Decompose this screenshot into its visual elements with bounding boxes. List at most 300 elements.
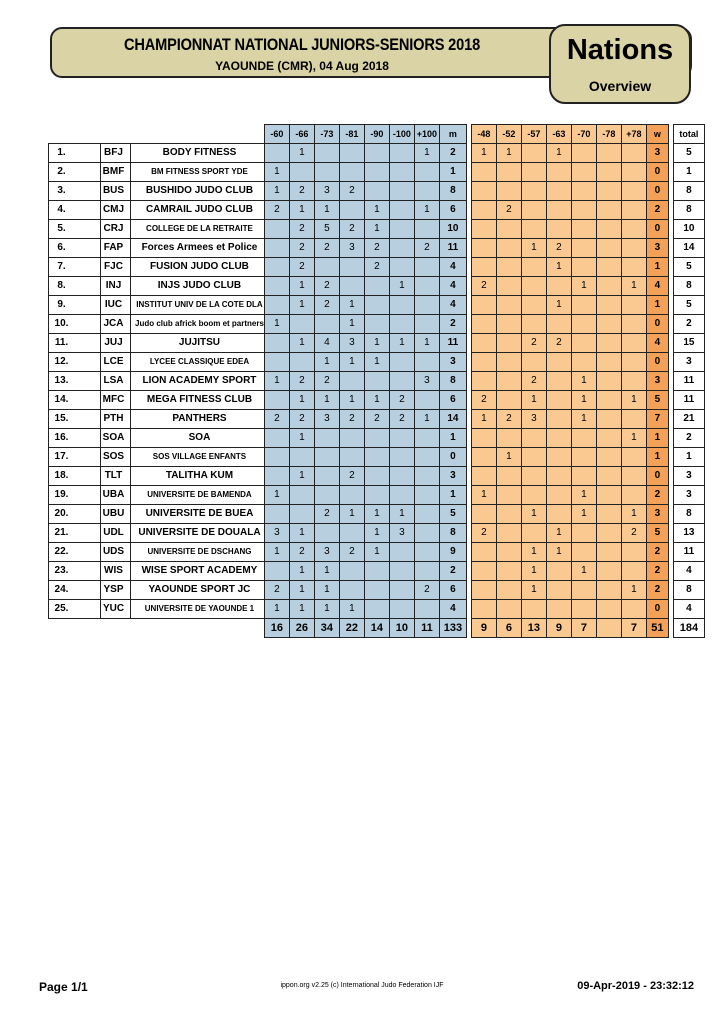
women-total-cell: 0 — [646, 220, 668, 239]
men-total-cell: 11 — [439, 239, 466, 258]
rank-cell: 8. — [49, 277, 101, 296]
table-row — [49, 600, 705, 619]
men-count-cell — [389, 353, 414, 372]
men-count-cell: 1 — [264, 163, 289, 182]
men-count-cell — [289, 486, 314, 505]
men-weight-header: +100 — [414, 125, 439, 144]
women-total-cell: 2 — [646, 581, 668, 600]
men-grand-total: 133 — [439, 619, 466, 638]
club-code-cell: PTH — [101, 410, 131, 429]
men-total-cell: 6 — [439, 581, 466, 600]
club-code-cell: JCA — [101, 315, 131, 334]
women-count-cell: 1 — [546, 258, 571, 277]
men-count-cell: 3 — [264, 524, 289, 543]
women-count-cell: 1 — [571, 486, 596, 505]
women-count-cell — [571, 182, 596, 201]
men-count-cell: 1 — [364, 505, 389, 524]
men-total-cell: 4 — [439, 600, 466, 619]
men-count-cell: 2 — [314, 277, 339, 296]
women-count-cell — [496, 600, 521, 619]
men-count-cell: 5 — [314, 220, 339, 239]
club-code-cell: CMJ — [101, 201, 131, 220]
men-count-cell: 1 — [314, 600, 339, 619]
women-count-cell — [546, 182, 571, 201]
club-name-cell: COLLEGE DE LA RETRAITE — [131, 220, 265, 239]
men-count-cell: 2 — [314, 505, 339, 524]
women-count-cell: 1 — [621, 391, 646, 410]
rank-cell: 1. — [49, 144, 101, 163]
women-count-cell — [596, 144, 621, 163]
women-count-cell — [546, 353, 571, 372]
women-count-cell — [496, 391, 521, 410]
men-count-cell: 3 — [314, 410, 339, 429]
women-count-cell — [521, 296, 546, 315]
men-total-cell: 4 — [439, 258, 466, 277]
women-total-cell: 0 — [646, 353, 668, 372]
men-count-cell — [414, 543, 439, 562]
men-count-cell: 1 — [289, 334, 314, 353]
women-count-cell — [521, 448, 546, 467]
men-count-cell: 4 — [314, 334, 339, 353]
women-count-cell — [546, 467, 571, 486]
men-count-cell: 2 — [289, 543, 314, 562]
women-count-cell: 2 — [471, 391, 496, 410]
women-count-cell — [621, 353, 646, 372]
women-column-total: 13 — [521, 619, 546, 638]
women-total-header: w — [646, 125, 668, 144]
women-count-cell — [496, 182, 521, 201]
men-count-cell — [389, 144, 414, 163]
women-count-cell — [621, 600, 646, 619]
men-count-cell: 1 — [339, 353, 364, 372]
men-count-cell — [314, 486, 339, 505]
men-count-cell: 1 — [314, 562, 339, 581]
rank-cell: 9. — [49, 296, 101, 315]
women-count-cell — [521, 524, 546, 543]
club-code-cell: LSA — [101, 372, 131, 391]
men-count-cell: 3 — [339, 239, 364, 258]
women-total-cell: 0 — [646, 600, 668, 619]
rank-cell: 3. — [49, 182, 101, 201]
men-count-cell — [414, 353, 439, 372]
table-row — [49, 486, 705, 505]
women-count-cell — [596, 296, 621, 315]
rank-cell: 2. — [49, 163, 101, 182]
women-count-cell — [621, 220, 646, 239]
table-row — [49, 277, 705, 296]
men-count-cell: 1 — [389, 277, 414, 296]
men-count-cell — [264, 562, 289, 581]
club-code-cell: BUS — [101, 182, 131, 201]
men-column-total: 22 — [339, 619, 364, 638]
club-name-cell: Judo club africk boom et partners — [131, 315, 265, 334]
men-count-cell: 1 — [414, 144, 439, 163]
men-count-cell — [264, 296, 289, 315]
men-count-cell: 1 — [264, 315, 289, 334]
women-count-cell — [546, 220, 571, 239]
table-row — [49, 163, 705, 182]
men-count-cell: 1 — [264, 372, 289, 391]
men-count-cell — [389, 258, 414, 277]
men-count-cell: 1 — [364, 201, 389, 220]
men-count-cell: 1 — [364, 524, 389, 543]
men-count-cell — [389, 315, 414, 334]
men-count-cell: 1 — [289, 144, 314, 163]
men-total-cell: 2 — [439, 315, 466, 334]
women-count-cell — [571, 467, 596, 486]
men-count-cell — [389, 486, 414, 505]
header-spacer — [131, 125, 265, 144]
nations-table — [48, 124, 705, 638]
women-weight-header: +78 — [621, 125, 646, 144]
men-column-total: 14 — [364, 619, 389, 638]
page-title: CHAMPIONNAT NATIONAL JUNIORS-SENIORS 2018 — [123, 35, 481, 54]
rank-cell: 11. — [49, 334, 101, 353]
men-count-cell: 2 — [289, 182, 314, 201]
men-count-cell — [414, 296, 439, 315]
table-row — [49, 467, 705, 486]
club-code-cell: FJC — [101, 258, 131, 277]
men-count-cell — [389, 296, 414, 315]
men-count-cell: 2 — [414, 239, 439, 258]
club-name-cell: BUSHIDO JUDO CLUB — [131, 182, 265, 201]
women-count-cell — [546, 600, 571, 619]
men-count-cell — [264, 505, 289, 524]
men-count-cell: 2 — [289, 220, 314, 239]
men-total-cell: 8 — [439, 372, 466, 391]
women-count-cell — [571, 144, 596, 163]
page-number: Page 1/1 — [39, 980, 88, 994]
table-row — [49, 296, 705, 315]
women-count-cell — [596, 410, 621, 429]
women-total-cell: 1 — [646, 258, 668, 277]
women-count-cell — [596, 448, 621, 467]
men-count-cell: 2 — [264, 201, 289, 220]
club-name-cell: UNIVERSITE DE BAMENDA — [131, 486, 265, 505]
women-count-cell — [521, 277, 546, 296]
table-row — [49, 144, 705, 163]
women-count-cell — [546, 201, 571, 220]
men-count-cell: 2 — [339, 182, 364, 201]
women-count-cell: 1 — [521, 505, 546, 524]
women-count-cell: 1 — [546, 524, 571, 543]
women-count-cell — [496, 277, 521, 296]
men-count-cell: 2 — [364, 258, 389, 277]
women-count-cell — [571, 524, 596, 543]
club-name-cell: INJS JUDO CLUB — [131, 277, 265, 296]
women-count-cell: 2 — [546, 239, 571, 258]
women-column-total: 9 — [471, 619, 496, 638]
women-count-cell — [621, 448, 646, 467]
women-count-cell: 1 — [621, 429, 646, 448]
women-count-cell — [546, 315, 571, 334]
women-total-cell: 1 — [646, 429, 668, 448]
men-total-cell: 9 — [439, 543, 466, 562]
women-count-cell: 1 — [471, 410, 496, 429]
men-count-cell: 1 — [289, 429, 314, 448]
women-column-total: 9 — [546, 619, 571, 638]
rank-cell: 6. — [49, 239, 101, 258]
men-count-cell: 1 — [289, 296, 314, 315]
women-count-cell — [471, 429, 496, 448]
women-count-cell — [571, 334, 596, 353]
men-count-cell: 1 — [364, 353, 389, 372]
women-count-cell — [621, 467, 646, 486]
club-code-cell: CRJ — [101, 220, 131, 239]
women-count-cell: 1 — [571, 562, 596, 581]
rank-cell: 16. — [49, 429, 101, 448]
women-count-cell — [621, 296, 646, 315]
women-count-cell — [596, 258, 621, 277]
men-total-cell: 6 — [439, 391, 466, 410]
table-row — [49, 448, 705, 467]
women-count-cell — [596, 562, 621, 581]
men-count-cell — [364, 296, 389, 315]
men-count-cell — [314, 524, 339, 543]
women-count-cell — [596, 182, 621, 201]
women-total-cell: 2 — [646, 201, 668, 220]
women-count-cell: 2 — [521, 334, 546, 353]
men-weight-header: -60 — [264, 125, 289, 144]
men-count-cell — [339, 486, 364, 505]
women-total-cell: 2 — [646, 543, 668, 562]
men-column-total: 34 — [314, 619, 339, 638]
men-total-cell: 10 — [439, 220, 466, 239]
men-count-cell — [314, 429, 339, 448]
women-count-cell: 1 — [621, 581, 646, 600]
rank-cell: 21. — [49, 524, 101, 543]
men-total-cell: 1 — [439, 163, 466, 182]
women-count-cell — [496, 543, 521, 562]
men-count-cell: 1 — [264, 486, 289, 505]
women-count-cell — [471, 296, 496, 315]
men-count-cell — [314, 448, 339, 467]
women-count-cell — [571, 600, 596, 619]
women-count-cell — [546, 372, 571, 391]
men-count-cell — [414, 562, 439, 581]
women-count-cell — [596, 600, 621, 619]
men-count-cell — [414, 600, 439, 619]
women-count-cell — [471, 505, 496, 524]
table-row — [49, 429, 705, 448]
men-count-cell — [339, 581, 364, 600]
men-count-cell — [414, 277, 439, 296]
men-count-cell: 1 — [339, 391, 364, 410]
women-weight-header: -48 — [471, 125, 496, 144]
row-total-cell: 11 — [673, 372, 704, 391]
club-name-cell: TALITHA KUM — [131, 467, 265, 486]
men-count-cell — [264, 220, 289, 239]
rank-cell: 25. — [49, 600, 101, 619]
men-count-cell — [289, 353, 314, 372]
club-name-cell: BM FITNESS SPORT YDE — [131, 163, 265, 182]
club-code-cell: YSP — [101, 581, 131, 600]
club-code-cell: UDL — [101, 524, 131, 543]
row-total-cell: 8 — [673, 277, 704, 296]
men-count-cell — [414, 505, 439, 524]
women-count-cell — [471, 467, 496, 486]
women-count-cell — [621, 334, 646, 353]
club-name-cell: SOS VILLAGE ENFANTS — [131, 448, 265, 467]
women-count-cell — [596, 429, 621, 448]
rank-cell: 7. — [49, 258, 101, 277]
rank-cell: 18. — [49, 467, 101, 486]
club-name-cell: SOA — [131, 429, 265, 448]
women-count-cell — [621, 486, 646, 505]
club-code-cell: IUC — [101, 296, 131, 315]
women-count-cell — [621, 182, 646, 201]
club-name-cell: PANTHERS — [131, 410, 265, 429]
table-row — [49, 258, 705, 277]
women-count-cell — [496, 581, 521, 600]
club-code-cell: UBA — [101, 486, 131, 505]
men-count-cell: 3 — [414, 372, 439, 391]
men-count-cell: 2 — [339, 410, 364, 429]
row-total-cell: 3 — [673, 467, 704, 486]
men-count-cell: 1 — [289, 277, 314, 296]
men-count-cell — [289, 505, 314, 524]
total-header: total — [673, 125, 704, 144]
header-spacer — [49, 125, 101, 144]
women-count-cell — [546, 486, 571, 505]
men-count-cell: 1 — [389, 334, 414, 353]
women-count-cell: 1 — [571, 372, 596, 391]
row-total-cell: 13 — [673, 524, 704, 543]
men-count-cell: 3 — [389, 524, 414, 543]
club-name-cell: FUSION JUDO CLUB — [131, 258, 265, 277]
men-count-cell — [339, 201, 364, 220]
row-total-cell: 11 — [673, 391, 704, 410]
women-total-cell: 7 — [646, 410, 668, 429]
men-count-cell: 2 — [414, 581, 439, 600]
men-count-cell: 2 — [339, 543, 364, 562]
women-total-cell: 3 — [646, 239, 668, 258]
men-count-cell — [389, 581, 414, 600]
men-count-cell — [364, 372, 389, 391]
club-code-cell: UDS — [101, 543, 131, 562]
men-weight-header: -66 — [289, 125, 314, 144]
table-row — [49, 201, 705, 220]
women-count-cell — [546, 581, 571, 600]
men-count-cell: 1 — [389, 505, 414, 524]
women-count-cell — [621, 239, 646, 258]
men-count-cell — [264, 239, 289, 258]
women-count-cell — [521, 182, 546, 201]
women-count-cell: 1 — [571, 391, 596, 410]
women-count-cell — [471, 334, 496, 353]
men-total-cell: 3 — [439, 353, 466, 372]
totals-spacer — [49, 619, 101, 638]
men-count-cell — [364, 448, 389, 467]
women-count-cell — [596, 467, 621, 486]
women-count-cell — [596, 220, 621, 239]
men-count-cell — [364, 581, 389, 600]
men-count-cell — [414, 220, 439, 239]
men-count-cell: 1 — [289, 562, 314, 581]
women-weight-header: -52 — [496, 125, 521, 144]
men-count-cell — [314, 315, 339, 334]
women-count-cell: 2 — [621, 524, 646, 543]
women-count-cell — [546, 410, 571, 429]
men-count-cell — [414, 524, 439, 543]
men-count-cell: 2 — [264, 410, 289, 429]
women-count-cell — [496, 505, 521, 524]
women-count-cell — [596, 524, 621, 543]
women-count-cell: 2 — [471, 277, 496, 296]
women-count-cell — [496, 220, 521, 239]
men-count-cell: 2 — [364, 239, 389, 258]
men-count-cell — [364, 600, 389, 619]
men-count-cell — [414, 391, 439, 410]
club-name-cell: UNIVERSITE DE DSCHANG — [131, 543, 265, 562]
table-body — [49, 125, 705, 638]
club-code-cell: TLT — [101, 467, 131, 486]
women-count-cell — [546, 448, 571, 467]
women-count-cell — [521, 467, 546, 486]
club-name-cell: UNIVERSITE DE DOUALA — [131, 524, 265, 543]
men-count-cell: 1 — [289, 581, 314, 600]
table-row — [49, 182, 705, 201]
women-count-cell — [471, 543, 496, 562]
men-count-cell — [264, 353, 289, 372]
men-total-cell: 5 — [439, 505, 466, 524]
men-count-cell: 1 — [364, 391, 389, 410]
men-count-cell — [389, 201, 414, 220]
men-count-cell: 1 — [314, 201, 339, 220]
women-count-cell — [521, 353, 546, 372]
men-total-cell: 1 — [439, 429, 466, 448]
men-count-cell: 2 — [314, 372, 339, 391]
rank-cell: 13. — [49, 372, 101, 391]
club-name-cell: UNIVERSITE DE YAOUNDE 1 — [131, 600, 265, 619]
men-count-cell — [414, 163, 439, 182]
club-code-cell: LCE — [101, 353, 131, 372]
women-total-cell: 0 — [646, 182, 668, 201]
men-count-cell: 1 — [289, 600, 314, 619]
men-count-cell: 1 — [364, 220, 389, 239]
men-total-cell: 2 — [439, 562, 466, 581]
table-row — [49, 505, 705, 524]
men-count-cell: 2 — [264, 581, 289, 600]
row-total-cell: 8 — [673, 505, 704, 524]
men-count-cell — [389, 448, 414, 467]
men-count-cell — [414, 448, 439, 467]
women-count-cell — [496, 486, 521, 505]
club-code-cell: FAP — [101, 239, 131, 258]
men-count-cell — [389, 467, 414, 486]
women-weight-header: -63 — [546, 125, 571, 144]
women-total-cell: 0 — [646, 315, 668, 334]
men-count-cell — [264, 144, 289, 163]
women-total-cell: 4 — [646, 277, 668, 296]
men-count-cell — [364, 467, 389, 486]
club-name-cell: CAMRAIL JUDO CLUB — [131, 201, 265, 220]
men-count-cell: 1 — [264, 543, 289, 562]
women-count-cell — [621, 258, 646, 277]
club-code-cell: WIS — [101, 562, 131, 581]
women-count-cell — [496, 467, 521, 486]
row-total-cell: 3 — [673, 353, 704, 372]
rank-cell: 22. — [49, 543, 101, 562]
page-subtitle: YAOUNDE (CMR), 04 Aug 2018 — [215, 59, 389, 73]
women-total-cell: 1 — [646, 296, 668, 315]
women-count-cell: 3 — [521, 410, 546, 429]
women-count-cell: 1 — [521, 391, 546, 410]
men-count-cell: 2 — [314, 296, 339, 315]
men-count-cell: 2 — [339, 220, 364, 239]
club-code-cell: JUJ — [101, 334, 131, 353]
men-count-cell: 1 — [314, 581, 339, 600]
